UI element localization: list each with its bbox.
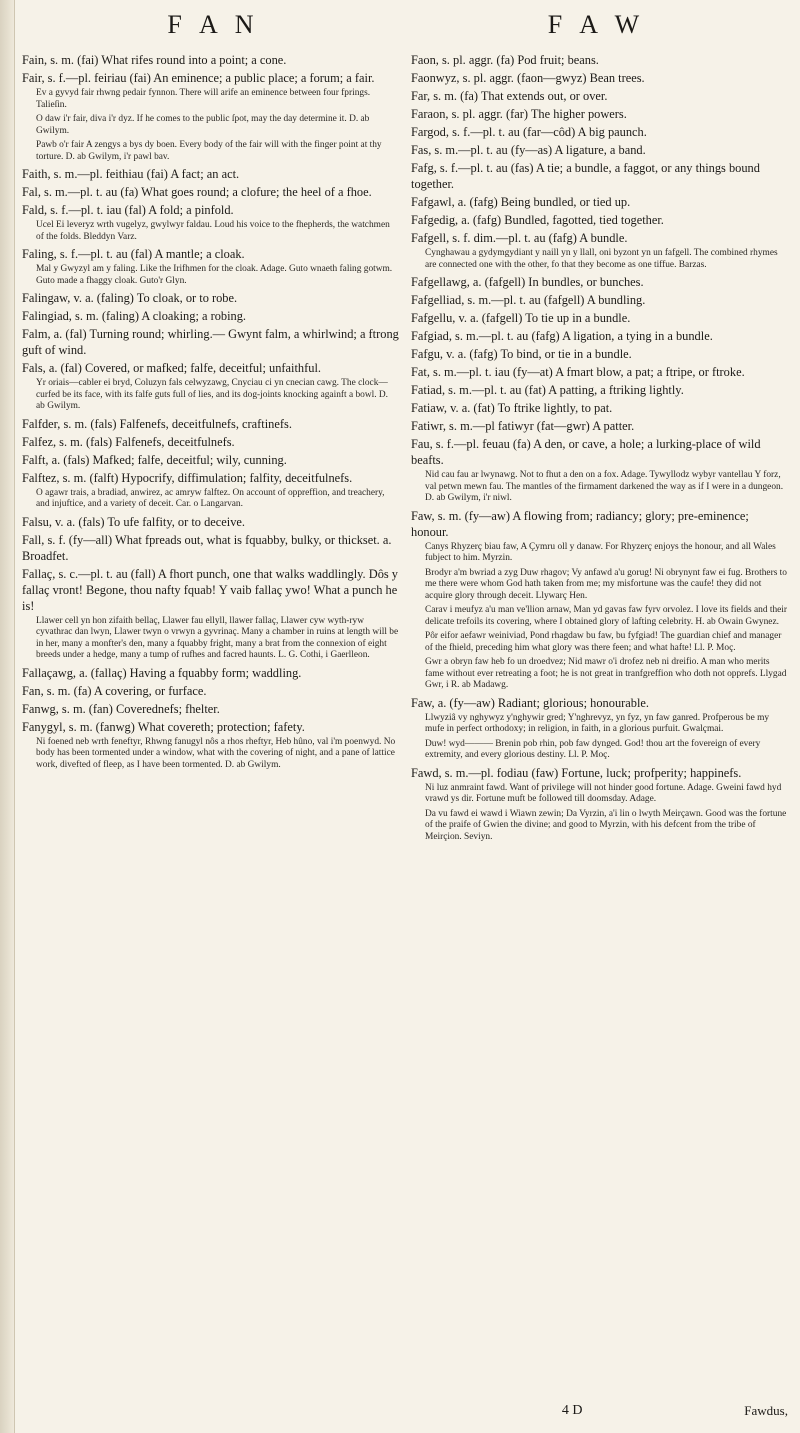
footer-row [400, 1403, 788, 1419]
citation-block: Llwyziâ vy nghywyz y'nghywir gred; Y'nghrevyz, yn fyz, yn faw ganred. Profperous be my mufe in perfect orthodoxy; in religion, in faith, in a glorious purfuit. Gwalçmai. [425, 712, 770, 734]
citation-block: O daw i'r fair, diva i'r dyz. If he comes to the public ſpot, may the day determine it. D. ab Gwilym. [36, 114, 370, 136]
dictionary-entry: Fafgiad, s. m.—pl. t. au (fafg) A ligation, a tying in a bundle. [411, 329, 713, 343]
dictionary-entry: Fafgelliad, s. m.—pl. t. au (fafgell) A bundling. [411, 293, 646, 307]
dictionary-entry: Falsu, v. a. (fals) To ufe falfity, or to deceive. [22, 514, 246, 529]
catchword: Fawdus, [744, 1403, 788, 1418]
dictionary-entry: Faling, s. f.—pl. t. au (fal) A mantle; a cloak. [22, 247, 245, 261]
dictionary-entry: Fafgell, s. f. dim.—pl. t. au (fafg) A bundle. [411, 231, 628, 245]
dictionary-entry: Faith, s. m.—pl. feithiau (fai) A fact; an act. [22, 167, 240, 181]
dictionary-entry: Faraon, s. pl. aggr. (far) The higher powers. [411, 107, 627, 121]
citation-block: Mal y Gwyzyl am y faling. Like the Irifhmen for the cloak. Adage. Guto wnaeth faling gotwm. Guto made a fhaggy cloak. Guto'r Glyn. [36, 264, 393, 286]
citation-block: Yr oriais—cabler ei bryd, Coluzyn fals celwyzawg, Cnyciau ci yn cnecian cawg. The clock—curfed be its face, with its falfe guts full of lies, and its dog-joints knocking againft a bowl. D. ab Gwilym. [36, 378, 389, 411]
header-right: F A W [547, 10, 646, 39]
dictionary-entry: Fatiaw, v. a. (fat) To ftrike lightly, to pat. [411, 401, 613, 415]
page-footer [400, 1401, 788, 1419]
citation-block: Carav i meufyz a'u man ve'llion arnaw, Man yd gavas faw fyrv orvolez. I love its fields and their delicate trefoils its covering, where I obtained glory of lafting celebrity. H. ab Owain Gwynez. [425, 605, 788, 627]
dictionary-entry: Fald, s. f.—pl. t. iau (fal) A fold; a pinfold. [22, 203, 234, 217]
dictionary-entry: Faw, a. (fy—aw) Radiant; glorious; honourable. [411, 695, 650, 710]
citation-block: Nid cau fau ar lwynawg. Not to fhut a den on a fox. Adage. Tywyllodz wybyr vantellau Y forz, val petwn mewn fau. The mantles of the firmament darkened the way as if I were in a dungeon. D. ab Gwilym, i'r niwl. [425, 470, 784, 503]
citation-block: Ev a gyvyd fair rhwng pedair fynnon. There will arife an eminence between four fprings. Talieſin. [36, 88, 371, 110]
citation-block: Llawer cell yn hon zifaith bellaç, Llawer fau ellyll, llawer fallaç, Llawer cyw wyth-ryw cyvathrac dan lwyn, Llawer twyn o vrwyn a gyvrinaç. Many a chamber in ruins at length will be in her, many a monfter's den, many a fquabby fright, many a brat from the connexion of eight breeds under a hedge, many a tump of rufhes and facred haunts. L. G. Cothi, i Gaerlleon. [36, 615, 399, 660]
citation-block: Da vu fawd ei wawd i Wiawn zewin; Da Vyrzin, a'i lin o lwyth Meirçawn. Good was the fortune of the praife of Gwien the divine; and good to Myrzin, with his defcent from the tribe of Meirçion. Seviyn. [425, 808, 787, 842]
dictionary-entry: Fafgawl, a. (fafg) Being bundled, or tied up. [411, 195, 631, 209]
signature-mark: 4 D [561, 1403, 583, 1418]
dictionary-entry: Fain, s. m. (fai) What rifes round into a point; a cone. [22, 53, 287, 67]
citation-block: O agawr trais, a bradiad, anwirez, ac amryw falftez. On account of oppreffion, and treachery, and injuftice, and a variety of deceit. Car. o Langarvan. [36, 487, 385, 509]
dictionary-entry: Fallaçawg, a. (fallaç) Having a fquabby form; waddling. [22, 665, 302, 680]
dictionary-entry: Far, s. m. (fa) That extends out, or over. [411, 89, 608, 103]
dictionary-entry: Fafgellawg, a. (fafgell) In bundles, or bunches. [411, 275, 644, 289]
citation-block: Brodyr a'm bwriad a zyg Duw rhagov; Vy anfawd a'u gorug! Ni obrynynt faw ei fug. Brothers to me there were whom God hath taken from me; my misfortune was the caufe! they did not acquire glory through deceit. Llywarç Hen. [425, 567, 787, 601]
dictionary-entry: Fatiad, s. m.—pl. t. au (fat) A patting, a ftriking lightly. [411, 383, 684, 397]
right-column [411, 52, 788, 1421]
citation-block: Pawb o'r fair A zengys a bys dy boen. Every body of the fair will with the finger point at thy torture. D. ab Gwilym, i'r pawl bav. [36, 140, 382, 162]
dictionary-entry: Falftez, s. m. (falft) Hypocrify, diffimulation; falfity, deceitfulnefs. [22, 470, 353, 485]
dictionary-entry: Fair, s. f.—pl. feiriau (fai) An eminence; a public place; a forum; a fair. [22, 71, 375, 85]
dictionary-entry: Faonwyz, s. pl. aggr. (faon—gwyz) Bean trees. [411, 71, 645, 85]
dictionary-entry: Fafgu, v. a. (fafg) To bind, or tie in a bundle. [411, 347, 632, 361]
dictionary-entry: Fatiwr, s. m.—pl fatiwyr (fat—gwr) A patter. [411, 419, 635, 433]
citation-block: Ni luz anmraint fawd. Want of privilege will not hinder good fortune. Adage. Gweini fawd hyd vrawd ys dir. Fortune muft be followed till doomsday. Adage. [425, 782, 782, 804]
dictionary-entry: Fanygyl, s. m. (fanwg) What covereth; protection; fafety. [22, 719, 305, 734]
dictionary-entry: Fau, s. f.—pl. feuau (fa) A den, or cave, a hole; a lurking-place of wild beafts. [411, 437, 761, 467]
citation-block: Canys Rhyzerç biau faw, A Çymru oll y danaw. For Rhyzerç enjoys the honour, and all Wales fubject to him. Myrzin. [425, 541, 776, 563]
dictionary-entry: Fas, s. m.—pl. t. au (fy—as) A ligature, a band. [411, 143, 646, 157]
dictionary-entry: Fargod, s. f.—pl. t. au (far—côd) A big paunch. [411, 125, 647, 139]
dictionary-entry: Fafgellu, v. a. (fafgell) To tie up in a bundle. [411, 311, 631, 325]
dictionary-entry: Falft, a. (fals) Mafked; falfe, deceitful; wily, cunning. [22, 452, 287, 467]
dictionary-entry: Fawd, s. m.—pl. fodiau (faw) Fortune, luck; profperity; happinefs. [411, 765, 742, 780]
dictionary-columns [22, 52, 788, 1421]
citation-block: Ni foened neb wrth feneftyr, Rhwng fanugyl nôs a rhos rheftyr, Heb hûno, val i'm poenwyd. No body has been tormented under a window, what with the covering of night, and a pane of lattice work, divefted of fleep, as I have been tormented. D. ab Gwilym. [36, 736, 396, 770]
dictionary-entry: Fals, a. (fal) Covered, or mafked; falfe, deceitful; unfaithful. [22, 361, 321, 375]
dictionary-entry: Fall, s. f. (fy—all) What fpreads out, what is fquabby, bulky, or thickset. a. Broadfet. [22, 532, 392, 563]
dictionary-entry: Fallaç, s. c.—pl. t. au (fall) A fhort punch, one that walks waddlingly. Dôs y fallaç vront! Begone, thou nafty fquab! Y vaib fallaç ywo! What a punch he is! [22, 566, 399, 613]
citation-block: Duw! wyd——— Brenin pob rhin, pob faw dynged. God! thou art the fovereign of every extremity, and every glorious destiny. Ll. P. Moç. [425, 738, 761, 760]
citation-block: Pôr eifor aefawr weiniviad, Pond rhagdaw bu faw, bu fyfgiad! The guardian chief and manager of the fhield, preceding him what glory was there feen; and what hafte! Ll. P. Moç. [425, 631, 782, 653]
dictionary-entry: Falingiad, s. m. (faling) A cloaking; a robing. [22, 309, 247, 323]
dictionary-entry: Falingaw, v. a. (faling) To cloak, or to robe. [22, 291, 238, 305]
dictionary-entry: Falfez, s. m. (fals) Falfenefs, deceitfulnefs. [22, 434, 235, 449]
dictionary-entry: Faw, s. m. (fy—aw) A flowing from; radiancy; glory; pre-eminence; honour. [411, 508, 749, 539]
dictionary-entry: Falfder, s. m. (fals) Falfenefs, deceitfulnefs, craftinefs. [22, 416, 292, 431]
page-edge [0, 0, 15, 1433]
dictionary-entry: Fan, s. m. (fa) A covering, or furface. [22, 683, 207, 698]
dictionary-entry: Faon, s. pl. aggr. (fa) Pod fruit; beans. [411, 53, 599, 67]
running-header [22, 10, 788, 46]
dictionary-entry: Fat, s. m.—pl. t. iau (fy—at) A fmart blow, a pat; a ftripe, or ftroke. [411, 365, 745, 379]
header-left: F A N [167, 10, 260, 39]
dictionary-entry: Fafgedig, a. (fafg) Bundled, fagotted, tied together. [411, 213, 664, 227]
citation-block: Gwr a obryn faw heb fo un droedvez; Nid mawr o'i drofez neb ni dreifio. A man who merits fame without ever retreating a foot; he is not great in tranfgreffion who doth not opprefs. Llygad Gwr, i R. ab Madawg. [425, 657, 787, 690]
dictionary-entry: Fafg, s. f.—pl. t. au (fas) A tie; a bundle, a faggot, or any things bound together. [411, 161, 760, 191]
citation-block: Cynghawau a gydymgydiant y naill yn y llall, oni byzont yn un fafgell. The combined rhymes are connected one with the other, fo that they become as one tiffue. Barzas. [425, 248, 778, 270]
dictionary-entry: Fal, s. m.—pl. t. au (fa) What goes round; a clofure; the heel of a fhoe. [22, 185, 372, 199]
dictionary-entry: Falm, a. (fal) Turning round; whirling.— Gwynt falm, a whirlwind; a ftrong guft of wind. [22, 327, 399, 357]
dictionary-entry: Fanwg, s. m. (fan) Coverednefs; fhelter. [22, 701, 220, 716]
citation-block: Ucel Ei leveryz wrth vugelyz, gwylwyr faldau. Loud his voice to the fhepherds, the watchmen of the folds. Bleddyn Varz. [36, 220, 390, 242]
left-column [22, 52, 399, 1421]
